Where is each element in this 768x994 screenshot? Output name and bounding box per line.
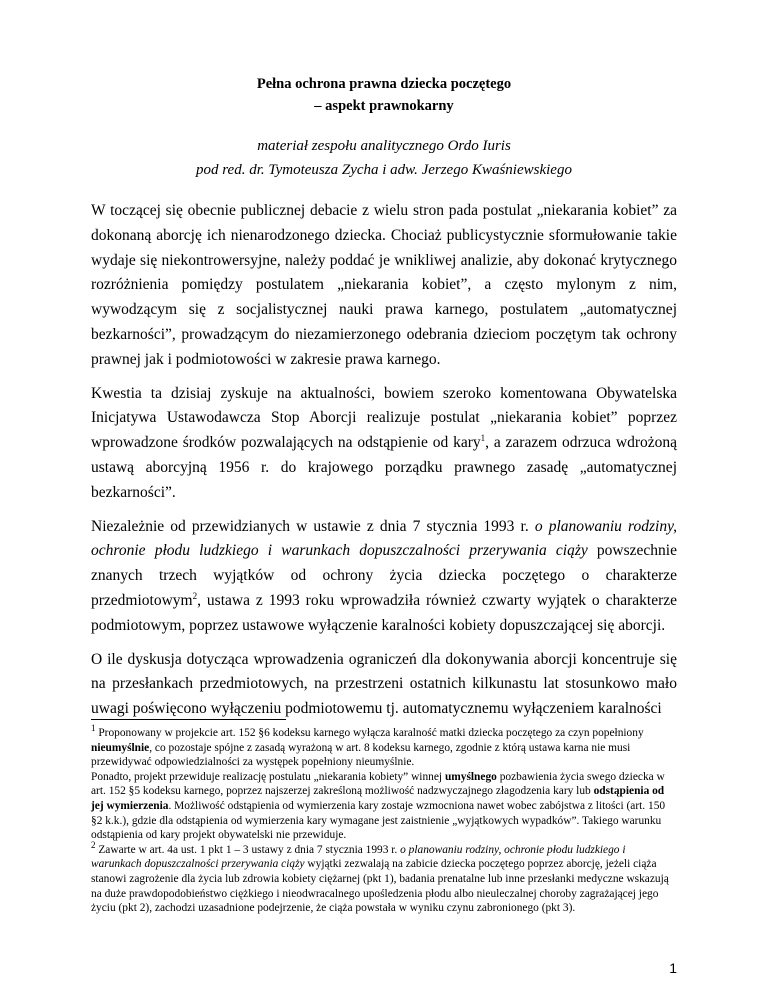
page-number: 1: [669, 960, 677, 976]
footnote-1-text-e: . Możliwość odstąpienia od wymierzenia kary zostaje wzmocniona nawet wobec zabójstwa z litości (art. 150 §2 k.k.), gdzie dla odstąpienia od wymierzenia kary wymagane jest zaistnienie „wyjątkowych wypadków”. Takiego warunku odstąpienia od kary projekt obywatelski nie przewiduje.: [91, 799, 666, 842]
footnote-1-bold-b: umyślnego: [444, 770, 497, 783]
paragraph-3-text-b: powszechnie znanych trzech wyjątków od ochrony życia dziecka poczętego o charakterze przedmiotowym: [91, 542, 677, 609]
paragraph-3: [91, 515, 677, 639]
footnote-divider: [91, 719, 286, 720]
document-title: Pełna ochrona prawna dziecka poczętego: [256, 76, 512, 92]
paragraph-2-text-a: Kwestia ta dzisiaj zyskuje na aktualności, bowiem szeroko komentowana Obywatelska Inicjatywa Ustawodawcza Stop Aborcji realizuje postulat „niekarania kobiet” poprzez wprowadzone środków pozwalających na odstąpienie od kary: [91, 384, 677, 452]
footnote-1-bold-a: nieumyślnie: [91, 741, 150, 754]
paragraph-3-text-c: , ustawa z 1993 roku wprowadziła również czwarty wyjątek o charakterze podmiotowym, poprzez ustawowe wyłączenie karalności kobiety dopuszczającej się aborcji.: [91, 591, 677, 634]
footnote-1-text-c: Ponadto, projekt przewiduje realizację postulatu „niekarania kobiety” winnej: [91, 770, 445, 783]
footnote-1-text-d: pozbawienia życia swego dziecka w art. 152 §5 kodeksu karnego, poprzez najszerzej zakreśloną możliwość nadzwyczajnego złagodzenia kary lub: [91, 770, 665, 798]
footnote-2: [91, 839, 677, 916]
footnote-2-text-b: wyjątki zezwalają na zabicie dziecka poczętego poprzez aborcję, jeżeli ciąża stanowi zagrożenie dla życia lub zdrowia kobiety ciężarnej (pkt 1), badania prenatalne lub inne przesłanki medyczne wskazują na duże prawdopodobieństwo ciężkiego i nieodwracalnego upośledzenia płodu albo nieuleczalnej choroby zagrażającej jego życiu (pkt 2), zachodzi uzasadnione podejrzenie, że ciąża powstała w wyniku czynu zabronionego (pkt 3).: [91, 858, 669, 915]
footnote-1-continued: [91, 770, 677, 843]
paragraph-1: W toczącej się obecnie publicznej debacie z wielu stron pada postulat „niekarania kobiet” za dokonaną aborcję ich nienarodzonego dziecka. Chociaż publicystycznie sformułowanie takie wydaje się niekontrowersyjne, należy poddać je wnikliwej analizie, aby dokonać krytycznego rozróżnienia pomiędzy postulatem „niekarania kobiet”, a często mylonym z nim, wywodzącym się z socjalistycznej nauki prawa karnego, postulatem „automatycznej bezkarności”, prowadzącym do niezamierzonego odebrania dzieciom poczętym tak ochrony prawnej jak i podmiotowości w zakresie prawa karnego.: [91, 202, 677, 368]
paragraph-2-text-b: , a zarazem odrzuca wdrożoną ustawą aborcyjną 1956 r. do krajowego porządku prawnego zasadę „automatycznej bezkarności”.: [91, 434, 677, 501]
statute-title: o planowaniu rodziny, ochronie płodu ludzkiego i warunkach dopuszczalności przerywania ciąży: [91, 517, 677, 560]
paragraph-2: [91, 382, 677, 506]
footnotes: [91, 723, 677, 916]
footnote-2-statute-title: o planowaniu rodziny, ochronie płodu ludzkiego i warunkach dopuszczalności przerywania ciąży: [91, 843, 626, 871]
footnote-2-number: 2: [91, 839, 96, 850]
footnote-1-text-a: Proponowany w projekcie art. 152 §6 kodeksu karnego wyłącza karalność matki dziecka poczętego za czyn popełniony: [95, 727, 644, 739]
document-editors: pod red. dr. Tymoteusza Zycha i adw. Jerzego Kwaśniewskiego: [196, 162, 572, 178]
document-subtitle: materiał zespołu analitycznego Ordo Iuris: [257, 138, 511, 154]
footnote-ref-2[interactable]: 2: [192, 590, 198, 601]
footnote-2-text-a: Zawarte w art. 4a ust. 1 pkt 1 – 3 ustawy z dnia 7 stycznia 1993 r.: [95, 843, 401, 856]
paragraph-4: O ile dyskusja dotycząca wprowadzenia ograniczeń dla dokonywania aborcji koncentruje się na przesłankach przedmiotowych, na przestrzeni ostatnich kilkunastu lat stosunkowo mało uwagi poświęcono wyłączeniu podmiotowemu tj. automatycznemu wyłączeniem karalności: [91, 650, 677, 718]
footnote-1-number: 1: [91, 723, 96, 734]
footnote-1: [91, 723, 677, 770]
paragraph-3-text-a: Niezależnie od przewidzianych w ustawie z dnia 7 stycznia 1993 r.: [91, 517, 535, 535]
footnote-1-bold-c: odstąpienia od jej wymierzenia: [91, 785, 665, 812]
footnote-1-text-b: , co pozostaje spójne z zasadą wyrażoną w art. 8 kodeksu karnego, zgodnie z którą ustawa karna nie musi przewidywać odpowiedzialności za występek popełniony nieumyślnie.: [91, 741, 631, 769]
document-title-line2: – aspekt prawnokarny: [314, 98, 454, 114]
footnote-ref-1[interactable]: 1: [480, 433, 486, 444]
